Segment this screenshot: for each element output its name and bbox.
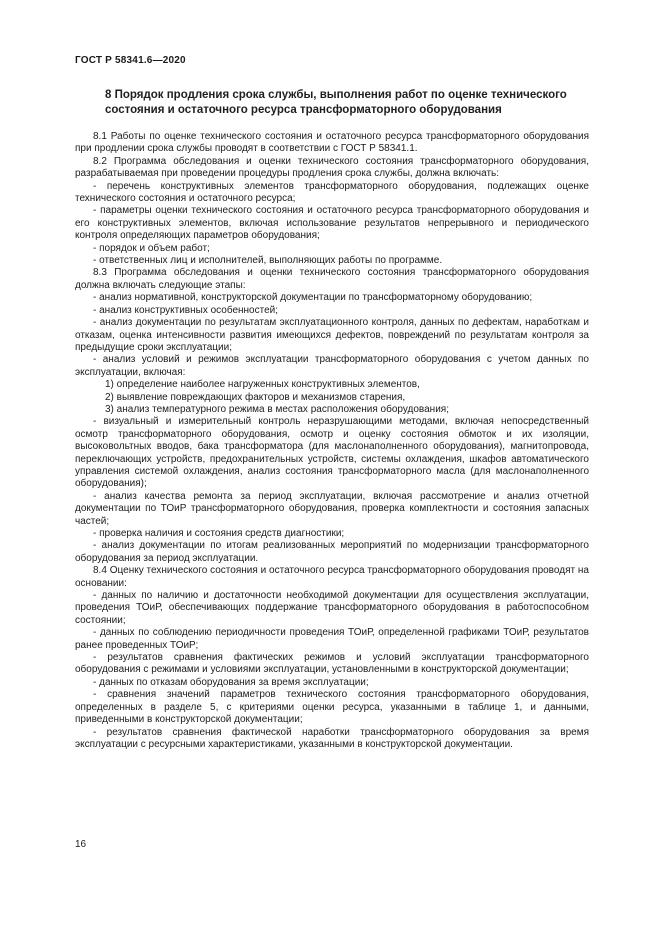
list-item: - данных по отказам оборудования за время эксплуатации; [93, 676, 369, 688]
paragraph: 8.1 Работы по оценке технического состояния и остаточного ресурса трансформаторного оборудования при продлении срока службы проводят в соответствии с ГОСТ Р 58341.1. [75, 131, 589, 155]
list-item: - ответственных лиц и исполнителей, выполняющих работы по программе. [93, 255, 443, 267]
sub-list-item: 3) анализ температурного режима в местах расположения оборудования; [105, 403, 449, 415]
list-item: - анализ документации по итогам реализованных мероприятий по модернизации трансформаторного оборудования за период эксплуатации. [75, 540, 589, 564]
sub-list-item: 1) определение наиболее нагруженных конструктивных элементов, [105, 379, 420, 391]
list-item: - результатов сравнения фактической наработки трансформаторного оборудования за время эксплуатации с ресурсными характеристиками, указанными в конструкторской документации. [75, 726, 589, 750]
sub-list-item: 2) выявление повреждающих факторов и механизмов старения, [105, 391, 406, 403]
list-item: - анализ качества ремонта за период эксплуатации, включая рассмотрение и анализ отчетной документации по ТОиР трансформаторного оборудования, проверка комплектности и состояния запасных частей; [75, 490, 589, 527]
list-item: - порядок и объем работ; [93, 242, 210, 254]
list-item: - проверка наличия и состояния средств диагностики; [93, 528, 345, 539]
list-item: - визуальный и измерительный контроль неразрушающими методами, включая непосредственный осмотр трансформаторного оборудования, осмотр и оценку состояния обмоток и их изоляции, высоковольтных вводов, бака трансформатора (для маслонаполненного оборудования), магнитопровода, переключающих устройств, предохранительных устройств, системы охлаждения, шкафов автоматического управления системой охлаждения, анализ состояния трансформаторного масла (для маслонаполненного оборудования); [75, 416, 589, 490]
list-item: - сравнения значений параметров технического состояния трансформаторного оборудования, определенных в разделе 5, с критериями оценки ресурса, указанными в таблице 1, и данными, приведенными в конструкторской документации; [75, 689, 589, 726]
list-item: - данных по соблюдению периодичности проведения ТОиР, определенной графиками ТОиР, результатов ранее проведенных ТОиР; [75, 627, 589, 651]
paragraph: 8.4 Оценку технического состояния и остаточного ресурса трансформаторного оборудования проводят на основании: [75, 565, 589, 589]
page-number: 16 [75, 839, 87, 850]
section-heading: 8 Порядок продления срока службы, выполнения работ по оценке технического состояния и остаточного ресурса трансформаторного оборудования [105, 89, 567, 116]
document-header: ГОСТ Р 58341.6—2020 [75, 55, 186, 66]
list-item: - параметры оценки технического состояния и остаточного ресурса трансформаторного оборудования и его конструктивных элементов, включая использование результатов непрерывного и периодического контроля определяющих параметров оборудования; [75, 205, 589, 242]
list-item: - анализ нормативной, конструкторской документации по трансформаторному оборудованию; [93, 292, 533, 304]
list-item: - анализ документации по результатам эксплуатационного контроля, данных по дефектам, наработкам и отказам, оценка интенсивности развития имеющихся дефектов, повреждений по результатам контроля за предыдущие сроки эксплуатации; [75, 317, 589, 353]
paragraph: 8.3 Программа обследования и оценки технического состояния трансформаторного оборудования должна включать следующие этапы: [75, 267, 589, 291]
list-item: - анализ условий и режимов эксплуатации трансформаторного оборудования с учетом данных по эксплуатации, включая: [75, 354, 589, 378]
list-item: - перечень конструктивных элементов трансформаторного оборудования, подлежащих оценке технического состояния и остаточного ресурса; [75, 180, 589, 205]
list-item: - анализ конструктивных особенностей; [93, 304, 279, 316]
section-content [75, 131, 589, 751]
list-item: - данных по наличию и достаточности необходимой документации для осуществления эксплуатации, проведения ТОиР, обеспечивающих поддержание трансформаторного оборудования в работоспособном состоянии; [75, 590, 589, 626]
list-item: - результатов сравнения фактических режимов и условий эксплуатации трансформаторного оборудования с режимами и условиями эксплуатации, установленными в конструкторской документации; [75, 652, 589, 676]
paragraph: 8.2 Программа обследования и оценки технического состояния трансформаторного оборудования, разрабатываемая при проведении процедуры продления срока службы, должна включать: [75, 155, 589, 180]
